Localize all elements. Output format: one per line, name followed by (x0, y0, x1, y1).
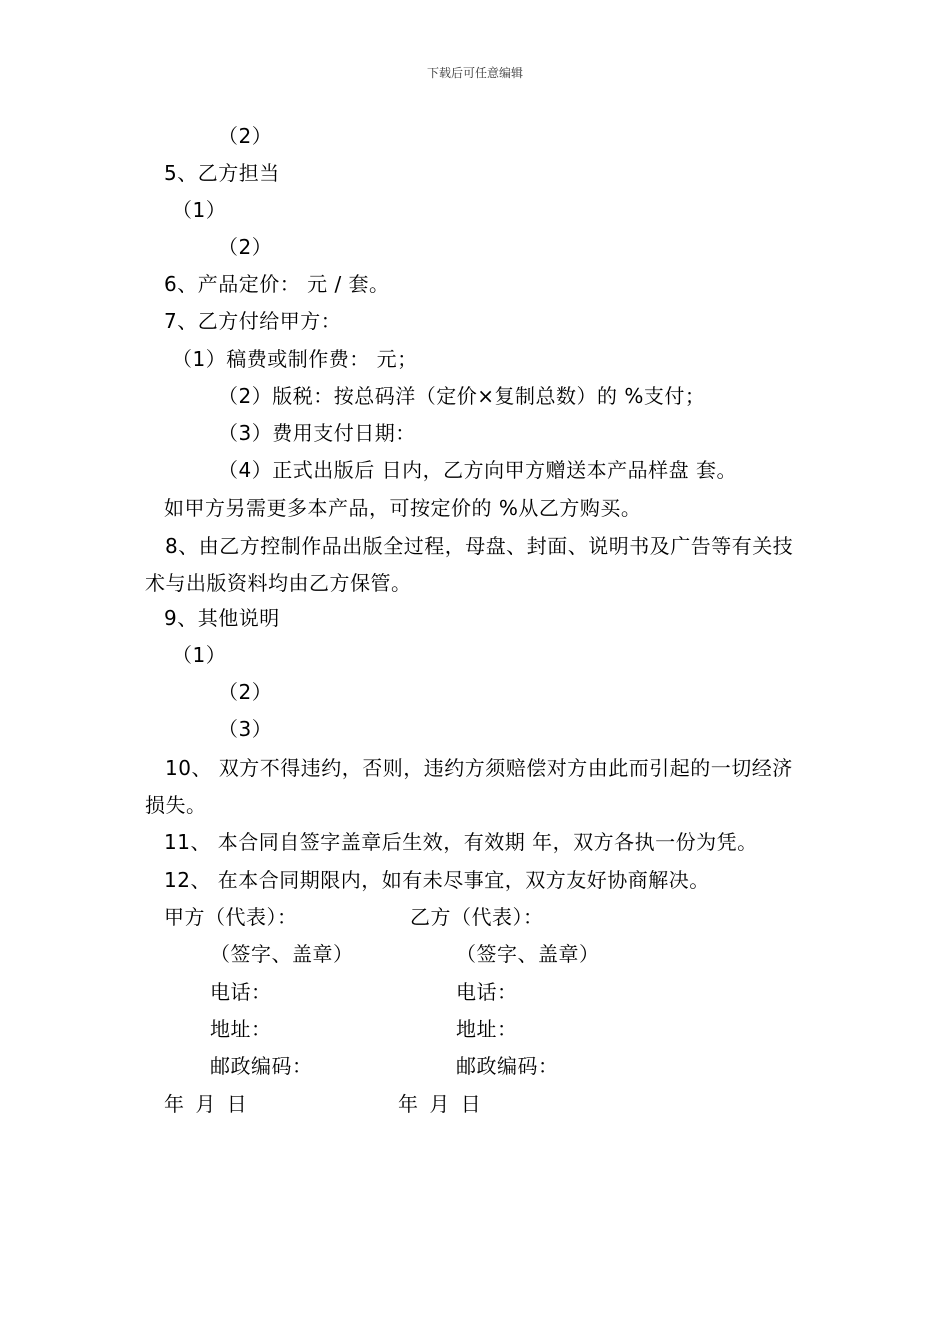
clause-6: 6、产品定价： 元 / 套。 (164, 272, 390, 296)
clause-7-sub-4: （4）正式出版后 日内，乙方向甲方赠送本产品样盘 套。 (218, 458, 737, 482)
party-b-date: 年 月 日 (398, 1092, 482, 1116)
clause-7-sub-2: （2）版税：按总码洋（定价×复制总数）的 %支付； (218, 384, 706, 408)
party-a-date: 年 月 日 (164, 1092, 248, 1116)
clause-7-sub-3: （3）费用支付日期： (218, 421, 416, 445)
clause-7-title: 7、乙方付给甲方： (164, 309, 342, 333)
clause-5-sub-2: （2） (218, 235, 273, 259)
party-a-phone: 电话： (210, 980, 272, 1004)
party-a-address: 地址： (210, 1017, 272, 1041)
party-a-postcode: 邮政编码： (210, 1054, 313, 1078)
page-header: 下载后可任意编辑 (426, 66, 523, 80)
clause-9-sub-3: （3） (218, 717, 273, 741)
clause-5-title: 5、乙方担当 (164, 161, 280, 185)
clause-5-sub-1: （1） (172, 198, 227, 222)
clause-7-note: 如甲方另需更多本产品，可按定价的 %从乙方购买。 (164, 496, 642, 520)
clause-7-sub-1: （1）稿费或制作费： 元； (172, 347, 418, 371)
party-b-sign: （签字、盖章） (456, 942, 600, 966)
clause-8: 8、由乙方控制作品出版全过程，母盘、封面、说明书及广告等有关技术与出版资料均由乙方保管。 (145, 534, 794, 595)
clause-11: 11、 本合同自签字盖章后生效，有效期 年，双方各执一份为凭。 (164, 830, 758, 854)
party-b-title: 乙方（代表）： (410, 905, 544, 929)
clause-9-sub-2: （2） (218, 680, 273, 704)
clause-9-title: 9、其他说明 (164, 606, 280, 630)
party-a-sign: （签字、盖章） (210, 942, 354, 966)
party-b-phone: 电话： (456, 980, 518, 1004)
party-b-address: 地址： (456, 1017, 518, 1041)
clause-12: 12、 在本合同期限内，如有未尽事宜，双方友好协商解决。 (164, 868, 710, 892)
party-b-postcode: 邮政编码： (456, 1054, 559, 1078)
item-4-sub-2: （2） (218, 124, 273, 148)
clause-9-sub-1: （1） (172, 643, 227, 667)
party-a-title: 甲方（代表）： (164, 905, 298, 929)
clause-10: 10、 双方不得违约，否则，违约方须赔偿对方由此而引起的一切经济损失。 (145, 756, 793, 817)
